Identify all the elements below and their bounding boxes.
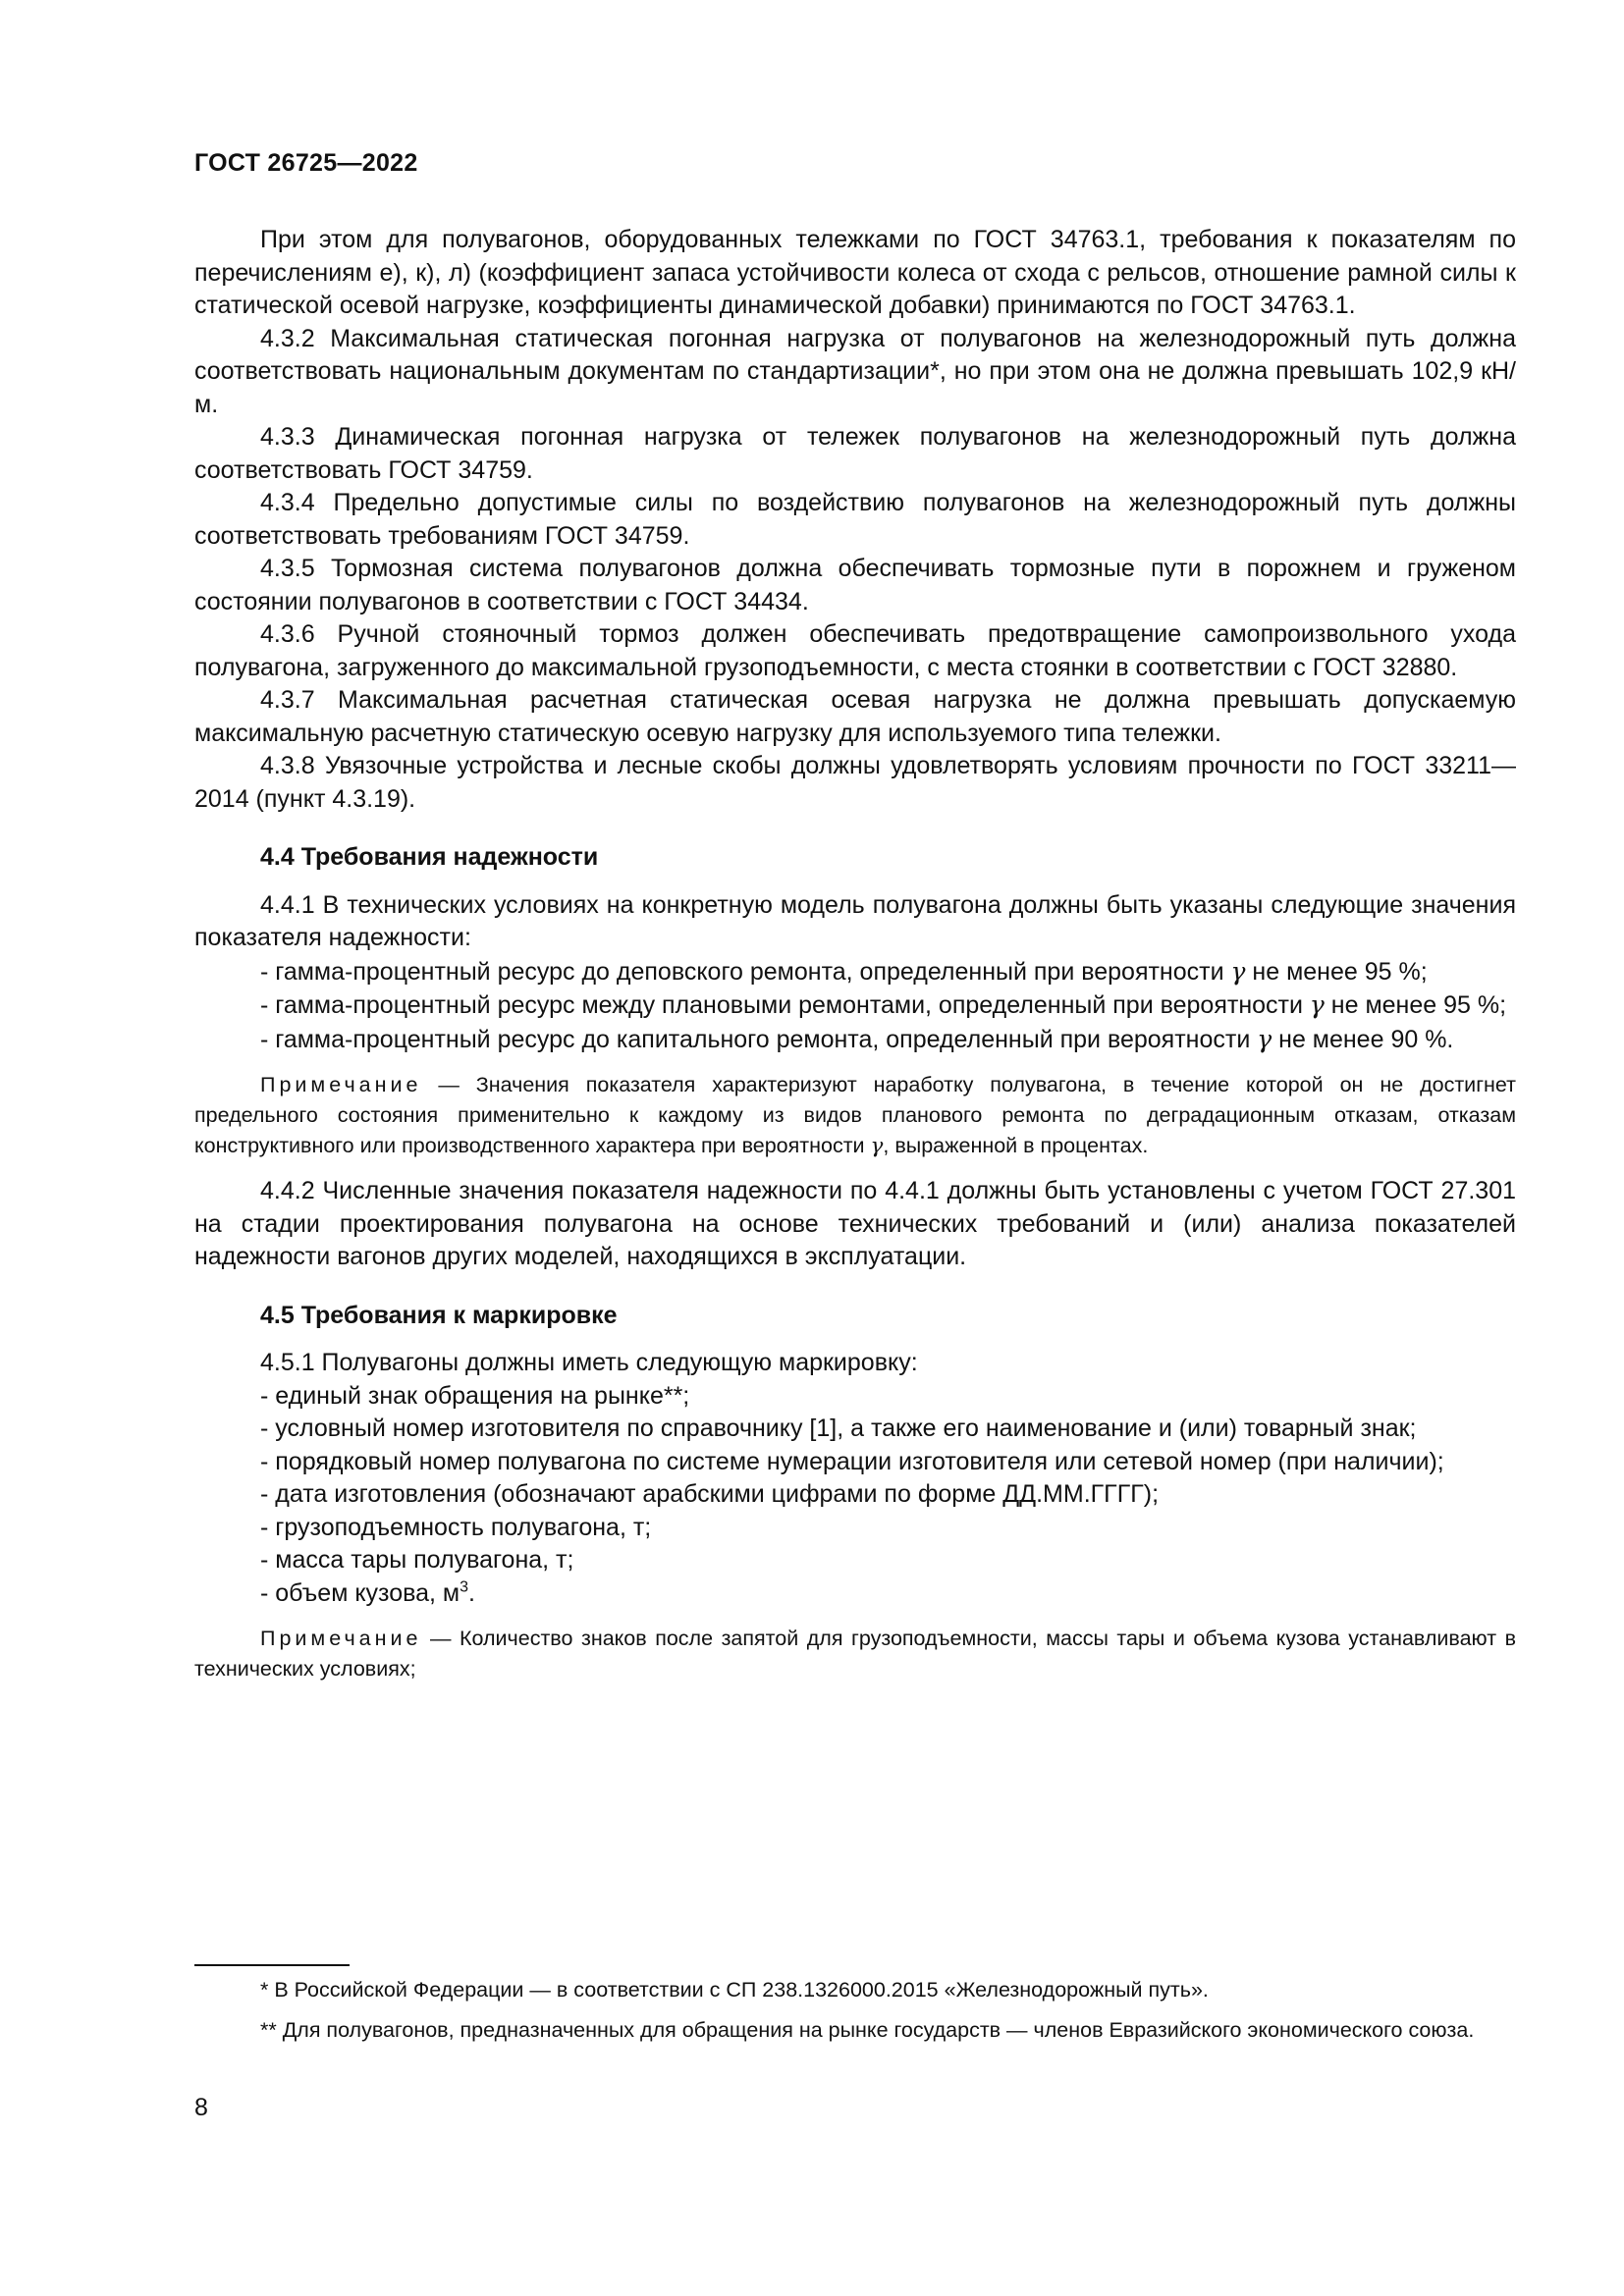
footnote-1: * В Российской Федерации — в соответствии с СП 238.1326000.2015 «Железнодорожный путь». bbox=[260, 1978, 1209, 2002]
list-item-text: - гамма-процентный ресурс до капитального ремонта, определенный при вероятности bbox=[260, 1025, 1258, 1053]
list-item-marking-1: - единый знак обращения на рынке**; bbox=[260, 1381, 690, 1410]
list-item-text: - объем кузова, м bbox=[260, 1578, 460, 1607]
list-item-text-end: не менее 95 %; bbox=[1324, 991, 1507, 1019]
paragraph-4-3-3: 4.3.3 Динамическая погонная нагрузка от тележек полувагонов на железнодорожный путь должна соответствовать ГОСТ 34759. bbox=[194, 423, 1516, 484]
note-text: — Значения показателя характеризуют наработку полувагона, в течение которой он не достигнет предельного состояния применительно к каждому из видов планового ремонта по деградационным отказам, отказам конструктивного или производственного характера при вероятности bbox=[194, 1073, 1516, 1157]
section-heading-4-4: 4.4 Требования надежности bbox=[260, 843, 599, 871]
paragraph-4-3-2: 4.3.2 Максимальная статическая погонная нагрузка от полувагонов на железнодорожный путь должна соответствовать национальным документам по стандартизации*, но при этом она не должна превышать 102,9 кН/м. bbox=[194, 324, 1516, 418]
list-item-text: - гамма-процентный ресурс до деповского ремонта, определенный при вероятности bbox=[260, 957, 1231, 986]
paragraph-4-4-2: 4.4.2 Численные значения показателя надежности по 4.4.1 должны быть установлены с учетом ГОСТ 27.301 на стадии проектирования полувагона на основе технических требований и (или) анализа показателей надежности вагонов других моделей, находящихся в эксплуатации. bbox=[194, 1177, 1516, 1270]
list-item-reliability-2 bbox=[194, 988, 1516, 1023]
list-item-marking-3: - порядковый номер полувагона по системе нумерации изготовителя или сетевой номер (при наличии); bbox=[260, 1447, 1444, 1475]
paragraph-4-3-6: 4.3.6 Ручной стояночный тормоз должен обеспечивать предотвращение самопроизвольного ухода полувагона, загруженного до максимальной грузоподъемности, с места стоянки в соответствии с ГОСТ 32880. bbox=[194, 620, 1516, 681]
paragraph-4-3-8: 4.3.8 Увязочные устройства и лесные скобы должны удовлетворять условиям прочности по ГОСТ 33211—2014 (пункт 4.3.19). bbox=[194, 752, 1516, 813]
gamma-symbol: γ bbox=[1309, 990, 1325, 1019]
footnote-2: ** Для полувагонов, предназначенных для обращения на рынке государств — членов Евразийского экономического союза. bbox=[260, 2018, 1475, 2042]
list-item-marking-4: - дата изготовления (обозначают арабскими цифрами по форме ДД.ММ.ГГГГ); bbox=[260, 1480, 1160, 1508]
paragraph-4-3-4: 4.3.4 Предельно допустимые силы по воздействию полувагонов на железнодорожный путь должны соответствовать требованиям ГОСТ 34759. bbox=[194, 489, 1516, 550]
gamma-symbol: γ bbox=[1230, 956, 1246, 986]
footnote-separator bbox=[194, 1964, 350, 1966]
superscript-3: 3 bbox=[460, 1578, 469, 1596]
gamma-symbol: γ bbox=[1257, 1024, 1272, 1053]
note-text: — Количество знаков после запятой для грузоподъемности, массы тары и объема кузова устанавливают в технических условиях; bbox=[194, 1627, 1516, 1681]
note-4-5-1 bbox=[194, 1624, 1516, 1684]
list-item-text-end: . bbox=[468, 1578, 475, 1607]
list-item-marking-6: - масса тары полувагона, т; bbox=[260, 1546, 574, 1574]
footnotes bbox=[194, 1975, 1516, 2056]
paragraph-4-5-1: 4.5.1 Полувагоны должны иметь следующую маркировку: bbox=[260, 1349, 918, 1376]
list-item-marking-2: - условный номер изготовителя по справочнику [1], а также его наименование и (или) товарный знак; bbox=[260, 1415, 1417, 1442]
section-heading-4-5: 4.5 Требования к маркировке bbox=[260, 1301, 618, 1329]
paragraph-4-3-5: 4.3.5 Тормозная система полувагонов должна обеспечивать тормозные пути в порожнем и груженом состоянии полувагонов в соответствии с ГОСТ 34434. bbox=[194, 555, 1516, 615]
paragraph-4-4-1: 4.4.1 В технических условиях на конкретную модель полувагона должны быть указаны следующие значения показателя надежности: bbox=[194, 890, 1516, 951]
gamma-symbol: γ bbox=[870, 1134, 884, 1158]
list-item-reliability-1 bbox=[194, 955, 1516, 989]
list-item-reliability-3 bbox=[194, 1023, 1516, 1057]
list-item-text: - гамма-процентный ресурс между плановыми ремонтами, определенный при вероятности bbox=[260, 991, 1310, 1019]
paragraph-4-3-7: 4.3.7 Максимальная расчетная статическая осевая нагрузка не должна превышать допускаемую максимальную расчетную статическую осевую нагрузку для используемого типа тележки. bbox=[194, 686, 1516, 747]
note-4-4-1 bbox=[194, 1070, 1516, 1161]
paragraph-intro: При этом для полувагонов, оборудованных тележками по ГОСТ 34763.1, требования к показателям по перечислениям е), к), л) (коэффициент запаса устойчивости колеса от схода с рельсов, отношение рамной силы к статической осевой нагрузке, коэффициенты динамической добавки) принимаются по ГОСТ 34763.1. bbox=[194, 226, 1516, 319]
list-item-text-end: не менее 95 %; bbox=[1245, 957, 1428, 986]
list-item-marking-7 bbox=[194, 1577, 1516, 1611]
page-number: 8 bbox=[194, 2094, 208, 2121]
document-code-header: ГОСТ 26725—2022 bbox=[194, 149, 418, 177]
list-item-marking-5: - грузоподъемность полувагона, т; bbox=[260, 1513, 652, 1541]
main-content bbox=[194, 224, 1516, 1698]
note-label: Примечание bbox=[260, 1627, 422, 1650]
list-item-text-end: не менее 90 %. bbox=[1272, 1025, 1454, 1053]
note-text-end: , выраженной в процентах. bbox=[883, 1134, 1149, 1157]
note-label: Примечание bbox=[260, 1073, 422, 1096]
